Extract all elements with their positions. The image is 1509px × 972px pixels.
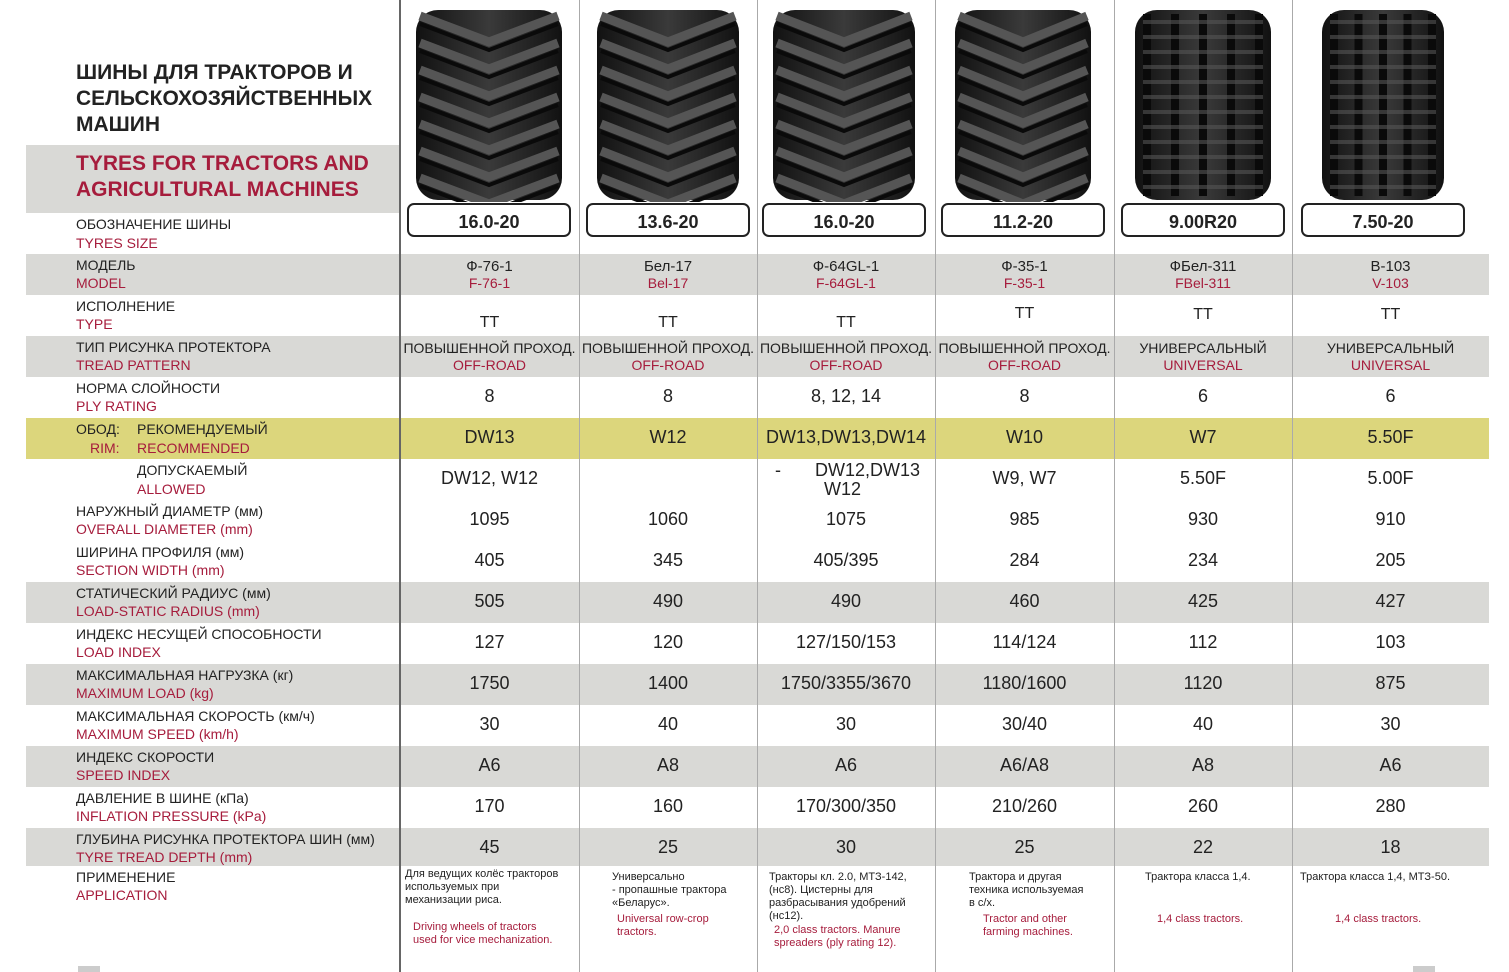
label-rim-ru-b: РЕКОМЕНДУЕМЫЙ xyxy=(137,421,268,437)
max-speed-value-3: 30 xyxy=(835,714,857,734)
tread-value-en-4: OFF-ROAD xyxy=(987,357,1062,373)
pressure-value-1: 170 xyxy=(474,796,505,816)
pressure-value-3: 170/300/350 xyxy=(795,796,897,816)
radius-value-3: 490 xyxy=(830,591,862,611)
max-speed-value-5: 40 xyxy=(1192,714,1214,734)
rim-rec-value-6: 5.50F xyxy=(1367,427,1414,447)
max-load-value-2: 1400 xyxy=(647,673,689,693)
label-diameter-ru: НАРУЖНЫЙ ДИАМЕТР (мм) xyxy=(76,503,263,519)
tread-value-en-6: UNIVERSAL xyxy=(1350,357,1431,373)
label-pressure-ru: ДАВЛЕНИЕ В ШИНЕ (кПа) xyxy=(76,790,249,806)
label-radius-en: LOAD-STATIC RADIUS (mm) xyxy=(76,603,260,619)
load-index-value-4: 114/124 xyxy=(992,632,1057,652)
label-depth-en: TYRE TREAD DEPTH (mm) xyxy=(76,849,253,865)
speed-index-value-5: A8 xyxy=(1191,755,1215,775)
application-ru-5: Трактора класса 1,4. xyxy=(1145,871,1251,883)
application-en-2: Universal row-crop tractors. xyxy=(617,913,709,938)
ply-value-5: 6 xyxy=(1197,386,1208,406)
model-value-en-3: F-64GL-1 xyxy=(816,275,876,291)
label-speed-index-en: SPEED INDEX xyxy=(76,767,171,783)
label-type-ru: ИСПОЛНЕНИЕ xyxy=(76,298,176,314)
depth-value-2: 25 xyxy=(657,837,679,857)
application-en-6: 1,4 class tractors. xyxy=(1335,913,1422,925)
tyre-image-3 xyxy=(771,6,917,202)
model-value-en-4: F-35-1 xyxy=(1003,275,1046,291)
max-load-value-1: 1750 xyxy=(469,673,510,693)
tyre-size-box-2: 13.6-20 xyxy=(586,203,750,237)
width-value-4: 284 xyxy=(1009,550,1040,570)
max-speed-value-2: 40 xyxy=(657,714,679,734)
label-pressure-en: INFLATION PRESSURE (kPa) xyxy=(76,808,267,824)
type-value-3: TT xyxy=(836,314,856,331)
pressure-value-4: 210/260 xyxy=(991,796,1058,816)
label-load-index-ru: ИНДЕКС НЕСУЩЕЙ СПОСОБНОСТИ xyxy=(76,626,322,642)
title-ru-line-1: ШИНЫ ДЛЯ ТРАКТОРОВ И xyxy=(76,61,353,84)
label-tread-ru: ТИП РИСУНКА ПРОТЕКТОРА xyxy=(76,339,271,355)
model-value-ru-4: Ф-35-1 xyxy=(1001,258,1048,275)
max-speed-value-4: 30/40 xyxy=(1001,714,1048,734)
width-value-3: 405/395 xyxy=(813,550,879,570)
tyre-size-box-1: 16.0-20 xyxy=(407,203,571,237)
divider-col-1 xyxy=(579,0,580,972)
label-radius-ru: СТАТИЧЕСКИЙ РАДИУС (мм) xyxy=(76,585,271,601)
tyre-image-5 xyxy=(1133,6,1273,202)
application-ru-6: Трактора класса 1,4, МТЗ-50. xyxy=(1300,871,1451,883)
footer-mark-left xyxy=(78,966,100,972)
tread-value-ru-4: ПОВЫШЕННОЙ ПРОХОД. xyxy=(938,340,1111,356)
label-model-en: MODEL xyxy=(76,275,126,291)
label-max-load-ru: МАКСИМАЛЬНАЯ НАГРУЗКА (кг) xyxy=(76,667,294,683)
label-ply-ru: НОРМА СЛОЙНОСТИ xyxy=(76,380,221,396)
tyre-size-box-3: 16.0-20 xyxy=(762,203,926,237)
model-value-ru-5: ФБел-311 xyxy=(1169,258,1237,275)
model-value-ru-1: Ф-76-1 xyxy=(466,258,513,275)
depth-value-3: 30 xyxy=(835,837,857,857)
application-en-4: Tractor and other farming machines. xyxy=(983,913,1073,938)
rim-rec-value-5: W7 xyxy=(1189,427,1217,447)
title-en-line-1: TYRES FOR TRACTORS AND xyxy=(76,152,369,175)
label-load-index-en: LOAD INDEX xyxy=(76,644,161,660)
tread-value-ru-5: УНИВЕРСАЛЬНЫЙ xyxy=(1139,340,1267,356)
label-rim-allowed-ru: ДОПУСКАЕМЫЙ xyxy=(137,462,248,478)
title-ru-line-3: МАШИН xyxy=(76,113,161,136)
speed-index-value-3: A6 xyxy=(834,755,858,775)
tyre-size-box-6: 7.50-20 xyxy=(1301,203,1465,237)
width-value-2: 345 xyxy=(652,550,684,570)
tread-value-en-3: OFF-ROAD xyxy=(809,357,883,373)
speed-index-value-2: A8 xyxy=(656,755,680,775)
max-load-value-3: 1750/3355/3670 xyxy=(780,673,912,693)
pressure-value-2: 160 xyxy=(652,796,684,816)
rim-rec-value-3: DW13,DW13,DW14 xyxy=(765,427,927,447)
pressure-value-6: 280 xyxy=(1375,796,1406,816)
label-rim-allowed-en: ALLOWED xyxy=(137,481,206,497)
width-value-6: 205 xyxy=(1375,550,1406,570)
label-width-en: SECTION WIDTH (mm) xyxy=(76,562,225,578)
label-ply-en: PLY RATING xyxy=(76,398,157,414)
label-max-speed-ru: МАКСИМАЛЬНАЯ СКОРОСТЬ (км/ч) xyxy=(76,708,315,724)
width-value-5: 234 xyxy=(1187,550,1219,570)
load-index-value-5: 112 xyxy=(1188,632,1218,652)
label-application-ru: ПРИМЕНЕНИЕ xyxy=(76,869,176,885)
max-speed-value-6: 30 xyxy=(1380,714,1401,734)
model-value-ru-2: Бел-17 xyxy=(643,258,693,275)
pressure-value-5: 260 xyxy=(1187,796,1219,816)
load-index-value-1: 127 xyxy=(474,632,505,652)
label-rim-en-b: RECOMMENDED xyxy=(137,440,250,456)
max-speed-value-1: 30 xyxy=(479,714,500,734)
tyre-image-4 xyxy=(953,6,1093,202)
label-width-ru: ШИРИНА ПРОФИЛЯ (мм) xyxy=(76,544,245,560)
diameter-value-4: 985 xyxy=(1009,509,1040,529)
diameter-value-2: 1060 xyxy=(647,509,689,529)
tyre-image-1 xyxy=(414,6,564,202)
title-en xyxy=(76,151,396,203)
type-value-4: TT xyxy=(1014,305,1035,322)
rim-rec-value-2: W12 xyxy=(649,427,687,447)
model-value-en-2: Bel-17 xyxy=(647,275,689,291)
radius-value-4: 460 xyxy=(1009,591,1040,611)
rim-allowed-value-1: DW12, W12 xyxy=(440,468,539,488)
model-value-ru-3: Ф-64GL-1 xyxy=(812,258,880,275)
width-value-1: 405 xyxy=(474,550,505,570)
load-index-value-6: 103 xyxy=(1375,632,1406,652)
ply-value-4: 8 xyxy=(1019,386,1030,406)
rim-allowed-value-4: W9, W7 xyxy=(992,468,1057,488)
speed-index-value-1: A6 xyxy=(478,755,501,775)
label-diameter-en: OVERALL DIAMETER (mm) xyxy=(76,521,253,537)
ply-value-2: 8 xyxy=(662,386,673,406)
label-tread-en: TREAD PATTERN xyxy=(76,357,191,373)
application-ru-3: Тракторы кл. 2.0, МТЗ-142, (нс8). Цистерны для разбрасывания удобрений (нс12). xyxy=(769,871,907,922)
label-rim-en-a: RIM: xyxy=(90,440,120,456)
rim-rec-value-4: W10 xyxy=(1005,427,1043,447)
depth-value-4: 25 xyxy=(1014,837,1035,857)
type-value-5: TT xyxy=(1193,306,1213,323)
label-max-load-en: MAXIMUM LOAD (kg) xyxy=(76,685,214,701)
label-model-ru: МОДЕЛЬ xyxy=(76,257,136,273)
tyre-size-box-4: 11.2-20 xyxy=(941,203,1105,237)
rim-allowed-col3-dash: - xyxy=(775,460,781,480)
application-ru-2: Универсально - пропашные трактора «Беларус». xyxy=(612,871,727,909)
ply-value-6: 6 xyxy=(1385,386,1396,406)
rim-allowed-value-5: 5.50F xyxy=(1179,468,1227,488)
depth-value-6: 18 xyxy=(1380,837,1401,857)
radius-value-1: 505 xyxy=(474,591,505,611)
load-index-value-3: 127/150/153 xyxy=(795,632,897,652)
diameter-value-1: 1095 xyxy=(469,509,510,529)
label-max-speed-en: MAXIMUM SPEED (km/h) xyxy=(76,726,239,742)
speed-index-value-4: A6/A8 xyxy=(999,755,1050,775)
footer-mark-right xyxy=(1413,966,1435,972)
title-en-line-2: AGRICULTURAL MACHINES xyxy=(76,178,359,201)
max-load-value-6: 875 xyxy=(1375,673,1406,693)
ply-value-3: 8, 12, 14 xyxy=(810,386,882,406)
rim-allowed-col3-line2: W12 xyxy=(824,479,862,499)
type-value-1: TT xyxy=(479,314,500,331)
rim-allowed-value-6: 5.00F xyxy=(1367,468,1414,488)
tyre-image-2 xyxy=(595,6,741,202)
tread-value-ru-3: ПОВЫШЕННОЙ ПРОХОД. xyxy=(759,340,933,356)
speed-index-value-6: A6 xyxy=(1379,755,1402,775)
application-en-3: 2,0 class tractors. Manure spreaders (ply rating 12). xyxy=(774,924,901,949)
radius-value-6: 427 xyxy=(1375,591,1406,611)
rim-rec-value-1: DW13 xyxy=(464,427,515,447)
diameter-value-6: 910 xyxy=(1375,509,1406,529)
max-load-value-5: 1120 xyxy=(1183,673,1223,693)
tyre-size-box-5: 9.00R20 xyxy=(1121,203,1285,237)
label-type-en: TYPE xyxy=(76,316,113,332)
divider-col-2 xyxy=(757,0,758,972)
rim-allowed-col3-line1: DW12,DW13 xyxy=(815,460,921,480)
tread-value-en-5: UNIVERSAL xyxy=(1163,357,1243,373)
tread-value-ru-2: ПОВЫШЕННОЙ ПРОХОД. xyxy=(581,340,755,356)
depth-value-5: 22 xyxy=(1192,837,1214,857)
diameter-value-3: 1075 xyxy=(825,509,867,529)
max-load-value-4: 1180/1600 xyxy=(982,673,1067,693)
type-value-6: TT xyxy=(1380,306,1401,323)
model-value-en-5: FBel-311 xyxy=(1175,275,1231,291)
depth-value-1: 45 xyxy=(479,837,500,857)
title-ru-line-2: СЕЛЬСКОХОЗЯЙСТВЕННЫХ xyxy=(76,87,373,110)
application-ru-4: Трактора и другая техника используемая в с/х. xyxy=(969,871,1084,909)
label-size-en: TYRES SIZE xyxy=(76,235,158,251)
application-en-5: 1,4 class tractors. xyxy=(1157,913,1244,925)
radius-value-2: 490 xyxy=(652,591,684,611)
label-application-en: APPLICATION xyxy=(76,887,168,903)
type-value-2: TT xyxy=(658,314,678,331)
ply-value-1: 8 xyxy=(484,386,495,406)
title-ru xyxy=(76,60,396,138)
load-index-value-2: 120 xyxy=(652,632,684,652)
application-en-1: Driving wheels of tractors used for vice mechanization. xyxy=(413,921,553,946)
radius-value-5: 425 xyxy=(1187,591,1219,611)
label-size-ru: ОБОЗНАЧЕНИЕ ШИНЫ xyxy=(76,216,232,232)
tread-value-ru-6: УНИВЕРСАЛЬНЫЙ xyxy=(1326,340,1455,356)
model-value-en-6: V-103 xyxy=(1372,275,1409,291)
tread-value-en-1: OFF-ROAD xyxy=(452,357,527,373)
tread-value-ru-1: ПОВЫШЕННОЙ ПРОХОД. xyxy=(403,340,576,356)
application-ru-1: Для ведущих колёс тракторов используемых при механизации риса. xyxy=(405,868,559,906)
tread-value-en-2: OFF-ROAD xyxy=(631,357,705,373)
model-value-ru-6: В-103 xyxy=(1370,258,1411,275)
model-value-en-1: F-76-1 xyxy=(468,275,511,291)
label-rim-ru-a: ОБОД: xyxy=(76,421,120,437)
tyre-image-6 xyxy=(1320,6,1446,202)
label-speed-index-ru: ИНДЕКС СКОРОСТИ xyxy=(76,749,215,765)
diameter-value-5: 930 xyxy=(1187,509,1219,529)
label-depth-ru: ГЛУБИНА РИСУНКА ПРОТЕКТОРА ШИН (мм) xyxy=(76,831,375,847)
